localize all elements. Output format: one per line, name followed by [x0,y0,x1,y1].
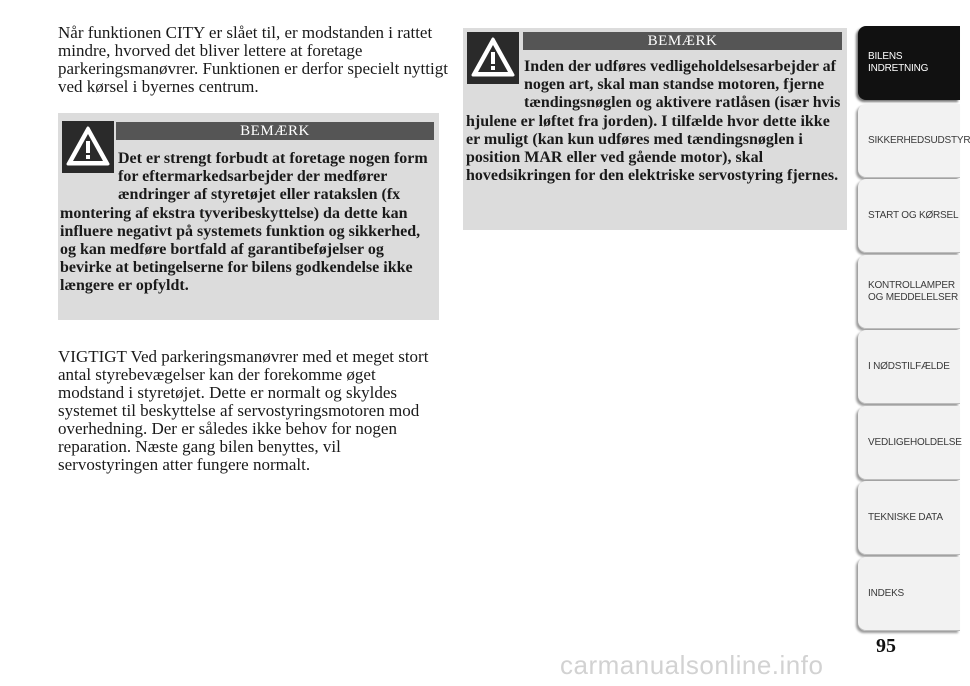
chapter-tabs [858,26,970,599]
tab-label: SIKKERHEDSUDSTYR [868,135,970,146]
intro-paragraph: Når funktionen CITY er slået til, er modstanden i rattet mindre, hvorved det bliver lettere at foretage parkeringsmanøvrer. Funktionen er derfor specielt nyttigt ved kørsel i byernes centrum. [58,23,448,96]
warning-note-steering-modification [58,113,439,320]
note-text: Inden der udføres vedligeholdelsesarbejder af nogen art, skal man standse motoren, fjerne tændingsnøglen og aktivere ratlåsen (især hvis hjulene er løftet fra jorden). I tilfælde hvor dette ikke er muligt (kan kun udføres med tændingsnøglen i position MAR eller ved gående motor), skal hovedsikringen for den elektriske servostyring fjernes. [466,58,841,185]
tab-start-og-korsel[interactable] [858,179,960,253]
page-number: 95 [876,635,896,657]
tab-label: START OG KØRSEL [868,210,959,221]
tab-vedligeholdelse[interactable] [858,406,960,480]
tab-tekniske-data[interactable] [858,481,960,555]
tab-kontrollamper[interactable] [858,255,960,329]
tab-label: TEKNISKE DATA [868,512,943,523]
tab-bilens-indretning[interactable] [858,26,960,100]
tab-sikkerhedsudstyr[interactable] [858,104,970,178]
tab-label: I NØDSTILFÆLDE [868,361,950,372]
tab-label: KONTROLLAMPER OG MEDDELELSER [868,280,959,303]
tab-label: INDEKS [868,588,905,599]
warning-note-maintenance [463,28,847,230]
tab-i-nodstilfaelde[interactable] [858,330,960,404]
important-paragraph: VIGTIGT Ved parkeringsmanøvrer med et meget stort antal styrebevægelser kan der forekomme øget modstand i styretøjet. Dette er normalt og skyldes systemet til beskyttelse af servostyringsmotoren mod overhedning. Der er således ikke behov for nogen reparation. Næste gang bilen benyttes, vil servostyringen atter fungere normalt. [58,347,429,474]
watermark: carmanualsonline.info [560,650,824,680]
note-text: Det er strengt forbudt at foretage nogen form for eftermarkedsarbejder der medfører ændringer af styretøjet eller ratakslen (fx montering af ekstra tyveribeskyttelse) da dette kan influere negativt på systemets funktion og sikkerhed, og kan medføre bortfald af garantibeføjelser og bevirke at betingelserne for bilens godkendelse ikke længere er opfyldt. [60,150,428,295]
tab-label: VEDLIGEHOLDELSE [868,437,962,448]
tab-label: BILENS INDRETNING [868,51,929,74]
note-header: BEMÆRK [116,122,434,140]
tab-indeks[interactable] [858,557,960,631]
note-header: BEMÆRK [523,32,842,50]
